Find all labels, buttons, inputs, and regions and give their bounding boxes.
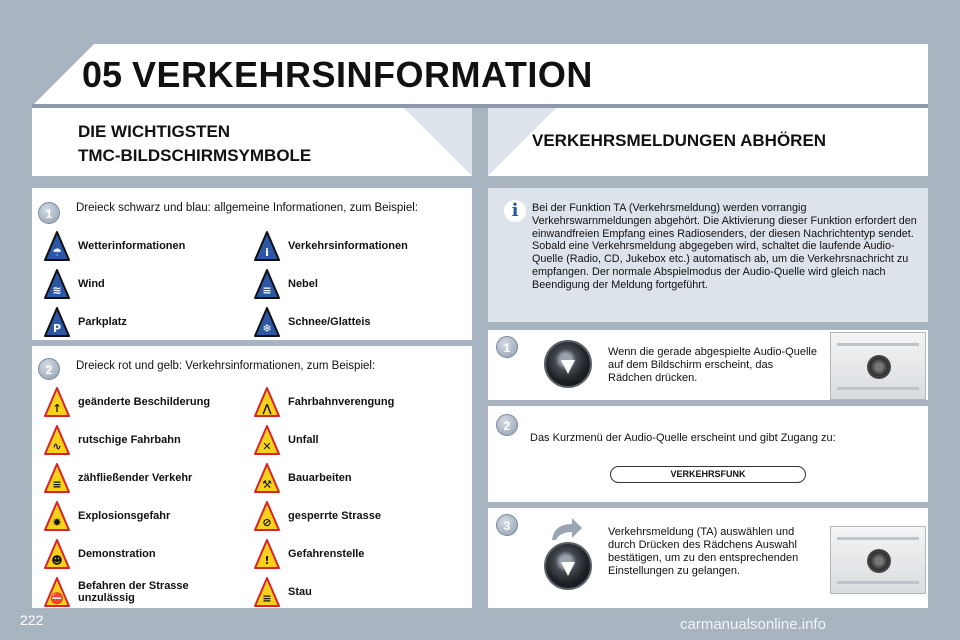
snow-ice-icon (254, 307, 280, 337)
road-narrows-icon (254, 387, 280, 417)
explosion-danger-icon (44, 501, 70, 531)
closed-road-icon (254, 501, 280, 531)
group-number-badge: 1 (38, 202, 60, 224)
symbol-item (254, 576, 312, 608)
step-number-badge: 2 (496, 414, 518, 436)
left-section-title: DIE WICHTIGSTEN TMC-BILDSCHIRMSYMBOLE (78, 122, 312, 165)
svg-text:☻: ☻ (51, 554, 63, 567)
watermark: carmanualsonline.info (680, 616, 826, 633)
symbol-label: Parkplatz (78, 316, 127, 328)
menu-item-verkehrsfunk[interactable]: VERKEHRSFUNK (610, 466, 806, 483)
symbol-item (44, 576, 189, 608)
symbol-label: zähfließender Verkehr (78, 472, 193, 484)
symbol-label: Unfall (288, 434, 319, 446)
symbol-item (254, 230, 408, 262)
svg-text:⋀: ⋀ (262, 402, 272, 415)
traffic-info-icon (254, 231, 280, 261)
svg-text:✸: ✸ (52, 516, 62, 529)
svg-text:⚒: ⚒ (262, 478, 272, 491)
svg-text:☂: ☂ (52, 246, 62, 259)
roadworks-icon (254, 463, 280, 493)
symbol-label: rutschige Fahrbahn (78, 434, 181, 446)
symbol-item (44, 500, 170, 532)
step-text: Wenn die gerade abgespielte Audio-Quelle auf dem Bildschirm erscheint, das Rädchen drücken. (608, 346, 817, 384)
step-panel-1 (488, 330, 928, 400)
radio-unit-image (830, 332, 926, 400)
left-title-box (32, 108, 472, 176)
step-text: Das Kurzmenü der Audio-Quelle erscheint und gibt Zugang zu: (530, 432, 836, 444)
svg-text:!: ! (264, 554, 270, 567)
symbol-item (254, 538, 364, 570)
info-text: Bei der Funktion TA (Verkehrsmeldung) werden vorrangig Verkehrswarnmeldungen abgehört. Die Aktivierung dieser Funktion erfordert den einwandfreien Empfang eines Radiosenders, der diesen Nachrichtentyp sendet. Sobald eine Verkehrsmeldung abgegeben wird, schaltet die laufende Audio-Quelle (Radio, CD, Jukebox etc.) automatisch ab, um die Verkehrsnachricht zu empfangen. Der normale Abspielmodus der Audio-Quelle wird gleich nach Beendigung der Meldung fortgeführt. (532, 202, 917, 291)
svg-text:P: P (52, 322, 62, 335)
parking-icon (44, 307, 70, 337)
svg-text:⛔: ⛔ (50, 592, 64, 605)
group-intro: Dreieck schwarz und blau: allgemeine Informationen, zum Beispiel: (76, 202, 418, 214)
group-number-badge: 2 (38, 358, 60, 380)
symbol-item (44, 462, 192, 494)
press-arrow-icon (561, 360, 575, 374)
symbol-item (44, 230, 185, 262)
symbol-label: Wind (78, 278, 105, 290)
svg-text:✕: ✕ (262, 440, 272, 453)
symbol-label: Nebel (288, 278, 318, 290)
no-entry-icon (44, 577, 70, 607)
svg-text:∿: ∿ (52, 440, 62, 453)
svg-text:≡: ≡ (262, 284, 272, 297)
svg-text:≡: ≡ (52, 478, 62, 491)
symbol-label: geänderte Beschilderung (78, 396, 211, 408)
traffic-jam-icon (254, 577, 280, 607)
radio-unit-image (830, 526, 926, 594)
chapter-number: 05 (82, 54, 123, 95)
symbol-item (44, 538, 156, 570)
symbol-label: Demonstration (78, 548, 156, 560)
changed-signs-icon (44, 387, 70, 417)
chapter-header (32, 44, 928, 106)
symbol-item (254, 268, 318, 300)
accident-icon (254, 425, 280, 455)
symbol-label: Schnee/Glatteis (288, 316, 371, 328)
chapter-title: VERKEHRSINFORMATION (132, 54, 593, 95)
info-icon: i (504, 200, 526, 222)
press-arrow-icon (561, 562, 575, 576)
symbol-label: Verkehrsinformationen (288, 240, 408, 252)
info-panel (488, 188, 928, 322)
group-intro: Dreieck rot und gelb: Verkehrsinformationen, zum Beispiel: (76, 360, 376, 372)
symbol-label: gesperrte Strasse (288, 510, 381, 522)
step-number-badge: 3 (496, 514, 518, 536)
svg-text:❄: ❄ (262, 322, 272, 335)
symbol-item (44, 268, 105, 300)
symbol-label: Explosionsgefahr (78, 510, 171, 522)
step-text: Verkehrsmeldung (TA) auswählen und durch Drücken des Rädchens Auswahl bestätigen, um zu den entsprechenden Einstellungen zu gelangen. (608, 526, 799, 577)
demonstration-icon (44, 539, 70, 569)
svg-text:≋: ≋ (52, 284, 62, 297)
symbols-panel-1 (32, 188, 472, 340)
step-panel-3 (488, 508, 928, 608)
page-number: 222 (20, 612, 44, 628)
symbols-panel-2 (32, 346, 472, 608)
svg-text:≡: ≡ (262, 592, 272, 605)
symbol-label: Fahrbahnverengung (288, 396, 395, 408)
fog-icon (254, 269, 280, 299)
symbol-item (254, 500, 381, 532)
symbol-label: Stau (288, 586, 312, 598)
symbol-label: Wetterinformationen (78, 240, 186, 252)
symbol-item (44, 306, 127, 338)
symbol-item (44, 424, 181, 456)
step-panel-2 (488, 406, 928, 502)
step-number-badge: 1 (496, 336, 518, 358)
right-section-title: VERKEHRSMELDUNGEN ABHÖREN (532, 131, 827, 150)
symbol-item (254, 306, 371, 338)
symbol-item (254, 386, 394, 418)
symbol-item (254, 424, 319, 456)
slow-traffic-icon (44, 463, 70, 493)
right-title-box (488, 108, 928, 176)
svg-text:⊘: ⊘ (262, 516, 272, 529)
symbol-item (44, 386, 210, 418)
symbol-item (254, 462, 352, 494)
symbol-label: Gefahrenstelle (288, 548, 365, 560)
slippery-road-icon (44, 425, 70, 455)
wind-icon (44, 269, 70, 299)
danger-point-icon (254, 539, 280, 569)
svg-text:↑: ↑ (52, 402, 62, 415)
symbol-label: Befahren der Strasse unzulässig (78, 580, 189, 604)
svg-text:i: i (265, 246, 269, 259)
turn-arrow-icon (548, 516, 584, 542)
weather-info-icon (44, 231, 70, 261)
symbol-label: Bauarbeiten (288, 472, 352, 484)
